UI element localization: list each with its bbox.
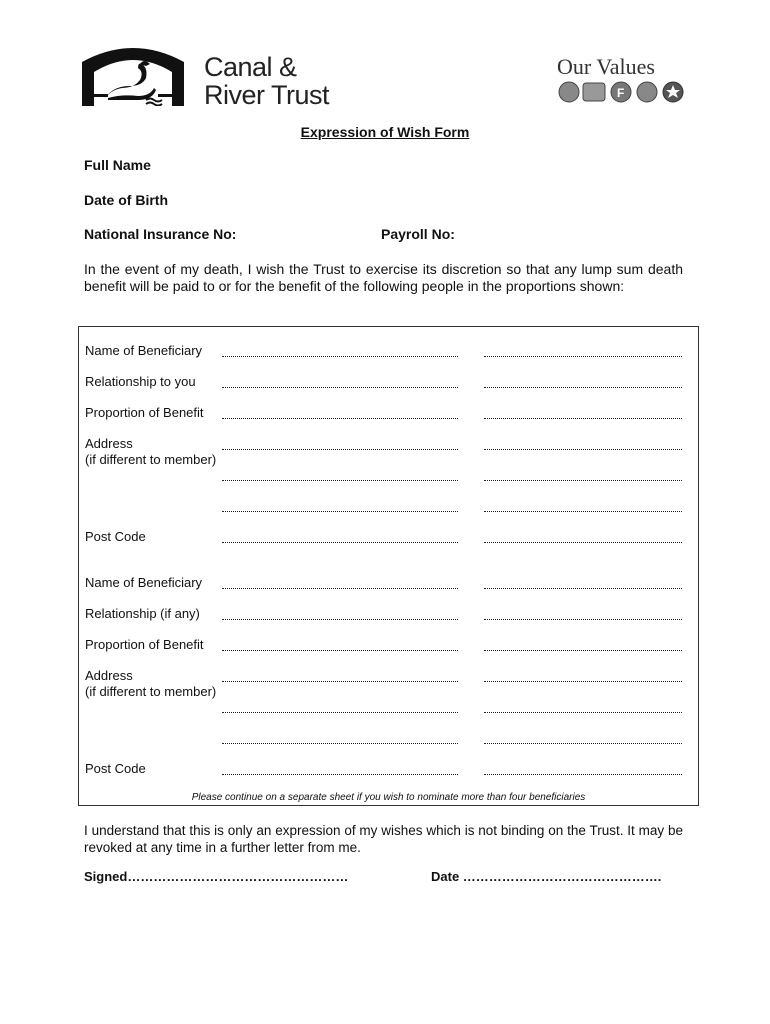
beneficiary-2-name-label: Name of Beneficiary	[85, 575, 203, 590]
beneficiaries-box	[78, 326, 699, 806]
beneficiary-1-address-field-3b[interactable]	[484, 511, 682, 512]
beneficiary-2-relationship-label: Relationship (if any)	[85, 606, 200, 621]
beneficiary-2-address-field-1b[interactable]	[484, 681, 682, 682]
beneficiary-1-address-field-1a[interactable]	[222, 449, 458, 450]
beneficiary-2-address-field-2b[interactable]	[484, 712, 682, 713]
beneficiary-2-address-field-2a[interactable]	[222, 712, 458, 713]
date-of-birth-label: Date of Birth	[84, 192, 168, 208]
national-insurance-label: National Insurance No:	[84, 226, 237, 242]
intro-paragraph: In the event of my death, I wish the Trust to exercise its discretion so that any lump sum death benefit will be paid to or for the benefit of the following people in the proportions shown:	[84, 261, 683, 294]
logo-line-1: Canal &	[204, 52, 297, 82]
beneficiary-1-proportion-field-b[interactable]	[484, 418, 682, 419]
payroll-label: Payroll No:	[381, 226, 455, 242]
beneficiary-2-proportion-label: Proportion of Benefit	[85, 637, 204, 652]
beneficiary-1-proportion-label: Proportion of Benefit	[85, 405, 204, 420]
continue-note: Please continue on a separate sheet if you wish to nominate more than four beneficiaries	[191, 792, 586, 803]
beneficiary-1-postcode-field-b[interactable]	[484, 542, 682, 543]
our-values-title: Our Values	[557, 54, 655, 79]
beneficiary-2-postcode-label: Post Code	[85, 761, 146, 776]
beneficiary-2-proportion-field-b[interactable]	[484, 650, 682, 651]
beneficiary-2-proportion-field-a[interactable]	[222, 650, 458, 651]
beneficiary-1-proportion-field-a[interactable]	[222, 418, 458, 419]
date-field[interactable]: Date ……………………………………….	[431, 869, 662, 884]
full-name-label: Full Name	[84, 157, 151, 173]
beneficiary-2-name-field-a[interactable]	[222, 588, 458, 589]
beneficiary-1-address-field-2b[interactable]	[484, 480, 682, 481]
beneficiary-1-name-field-a[interactable]	[222, 356, 458, 357]
beneficiary-2-relationship-field-a[interactable]	[222, 619, 458, 620]
values-icons	[555, 80, 685, 104]
logo-line-2: River Trust	[204, 80, 330, 110]
beneficiary-1-name-label: Name of Beneficiary	[85, 343, 203, 358]
beneficiary-1-postcode-field-a[interactable]	[222, 542, 458, 543]
beneficiary-1-address-field-2a[interactable]	[222, 480, 458, 481]
beneficiary-2-address-field-1a[interactable]	[222, 681, 458, 682]
beneficiary-2-relationship-field-b[interactable]	[484, 619, 682, 620]
signed-field[interactable]: Signed……………………………………………	[84, 869, 349, 884]
declaration-paragraph: I understand that this is only an expression of my wishes which is not binding on the Trust. It may be revoked at any time in a further letter from me.	[84, 823, 683, 855]
beneficiary-2-name-field-b[interactable]	[484, 588, 682, 589]
beneficiary-1-relationship-label: Relationship to you	[85, 374, 196, 389]
form-title: Expression of Wish Form	[300, 124, 470, 140]
beneficiary-2-postcode-field-a[interactable]	[222, 774, 458, 775]
beneficiary-2-postcode-field-b[interactable]	[484, 774, 682, 775]
beneficiary-2-address-field-3b[interactable]	[484, 743, 682, 744]
canal-river-trust-logo	[82, 42, 342, 108]
svg-text:F: F	[617, 86, 625, 100]
beneficiary-1-postcode-label: Post Code	[85, 529, 146, 544]
beneficiary-1-relationship-field-b[interactable]	[484, 387, 682, 388]
beneficiary-1-address-field-1b[interactable]	[484, 449, 682, 450]
beneficiary-1-address-field-3a[interactable]	[222, 511, 458, 512]
beneficiary-2-address-label: Address	[85, 668, 133, 683]
beneficiary-1-relationship-field-a[interactable]	[222, 387, 458, 388]
swan-bridge-icon	[82, 42, 184, 106]
beneficiary-1-address-note: (if different to member)	[85, 452, 217, 467]
our-values-logo	[555, 56, 685, 106]
beneficiary-2-address-field-3a[interactable]	[222, 743, 458, 744]
beneficiary-1-address-label: Address	[85, 436, 133, 451]
beneficiary-2-address-note: (if different to member)	[85, 684, 217, 699]
beneficiary-1-name-field-b[interactable]	[484, 356, 682, 357]
